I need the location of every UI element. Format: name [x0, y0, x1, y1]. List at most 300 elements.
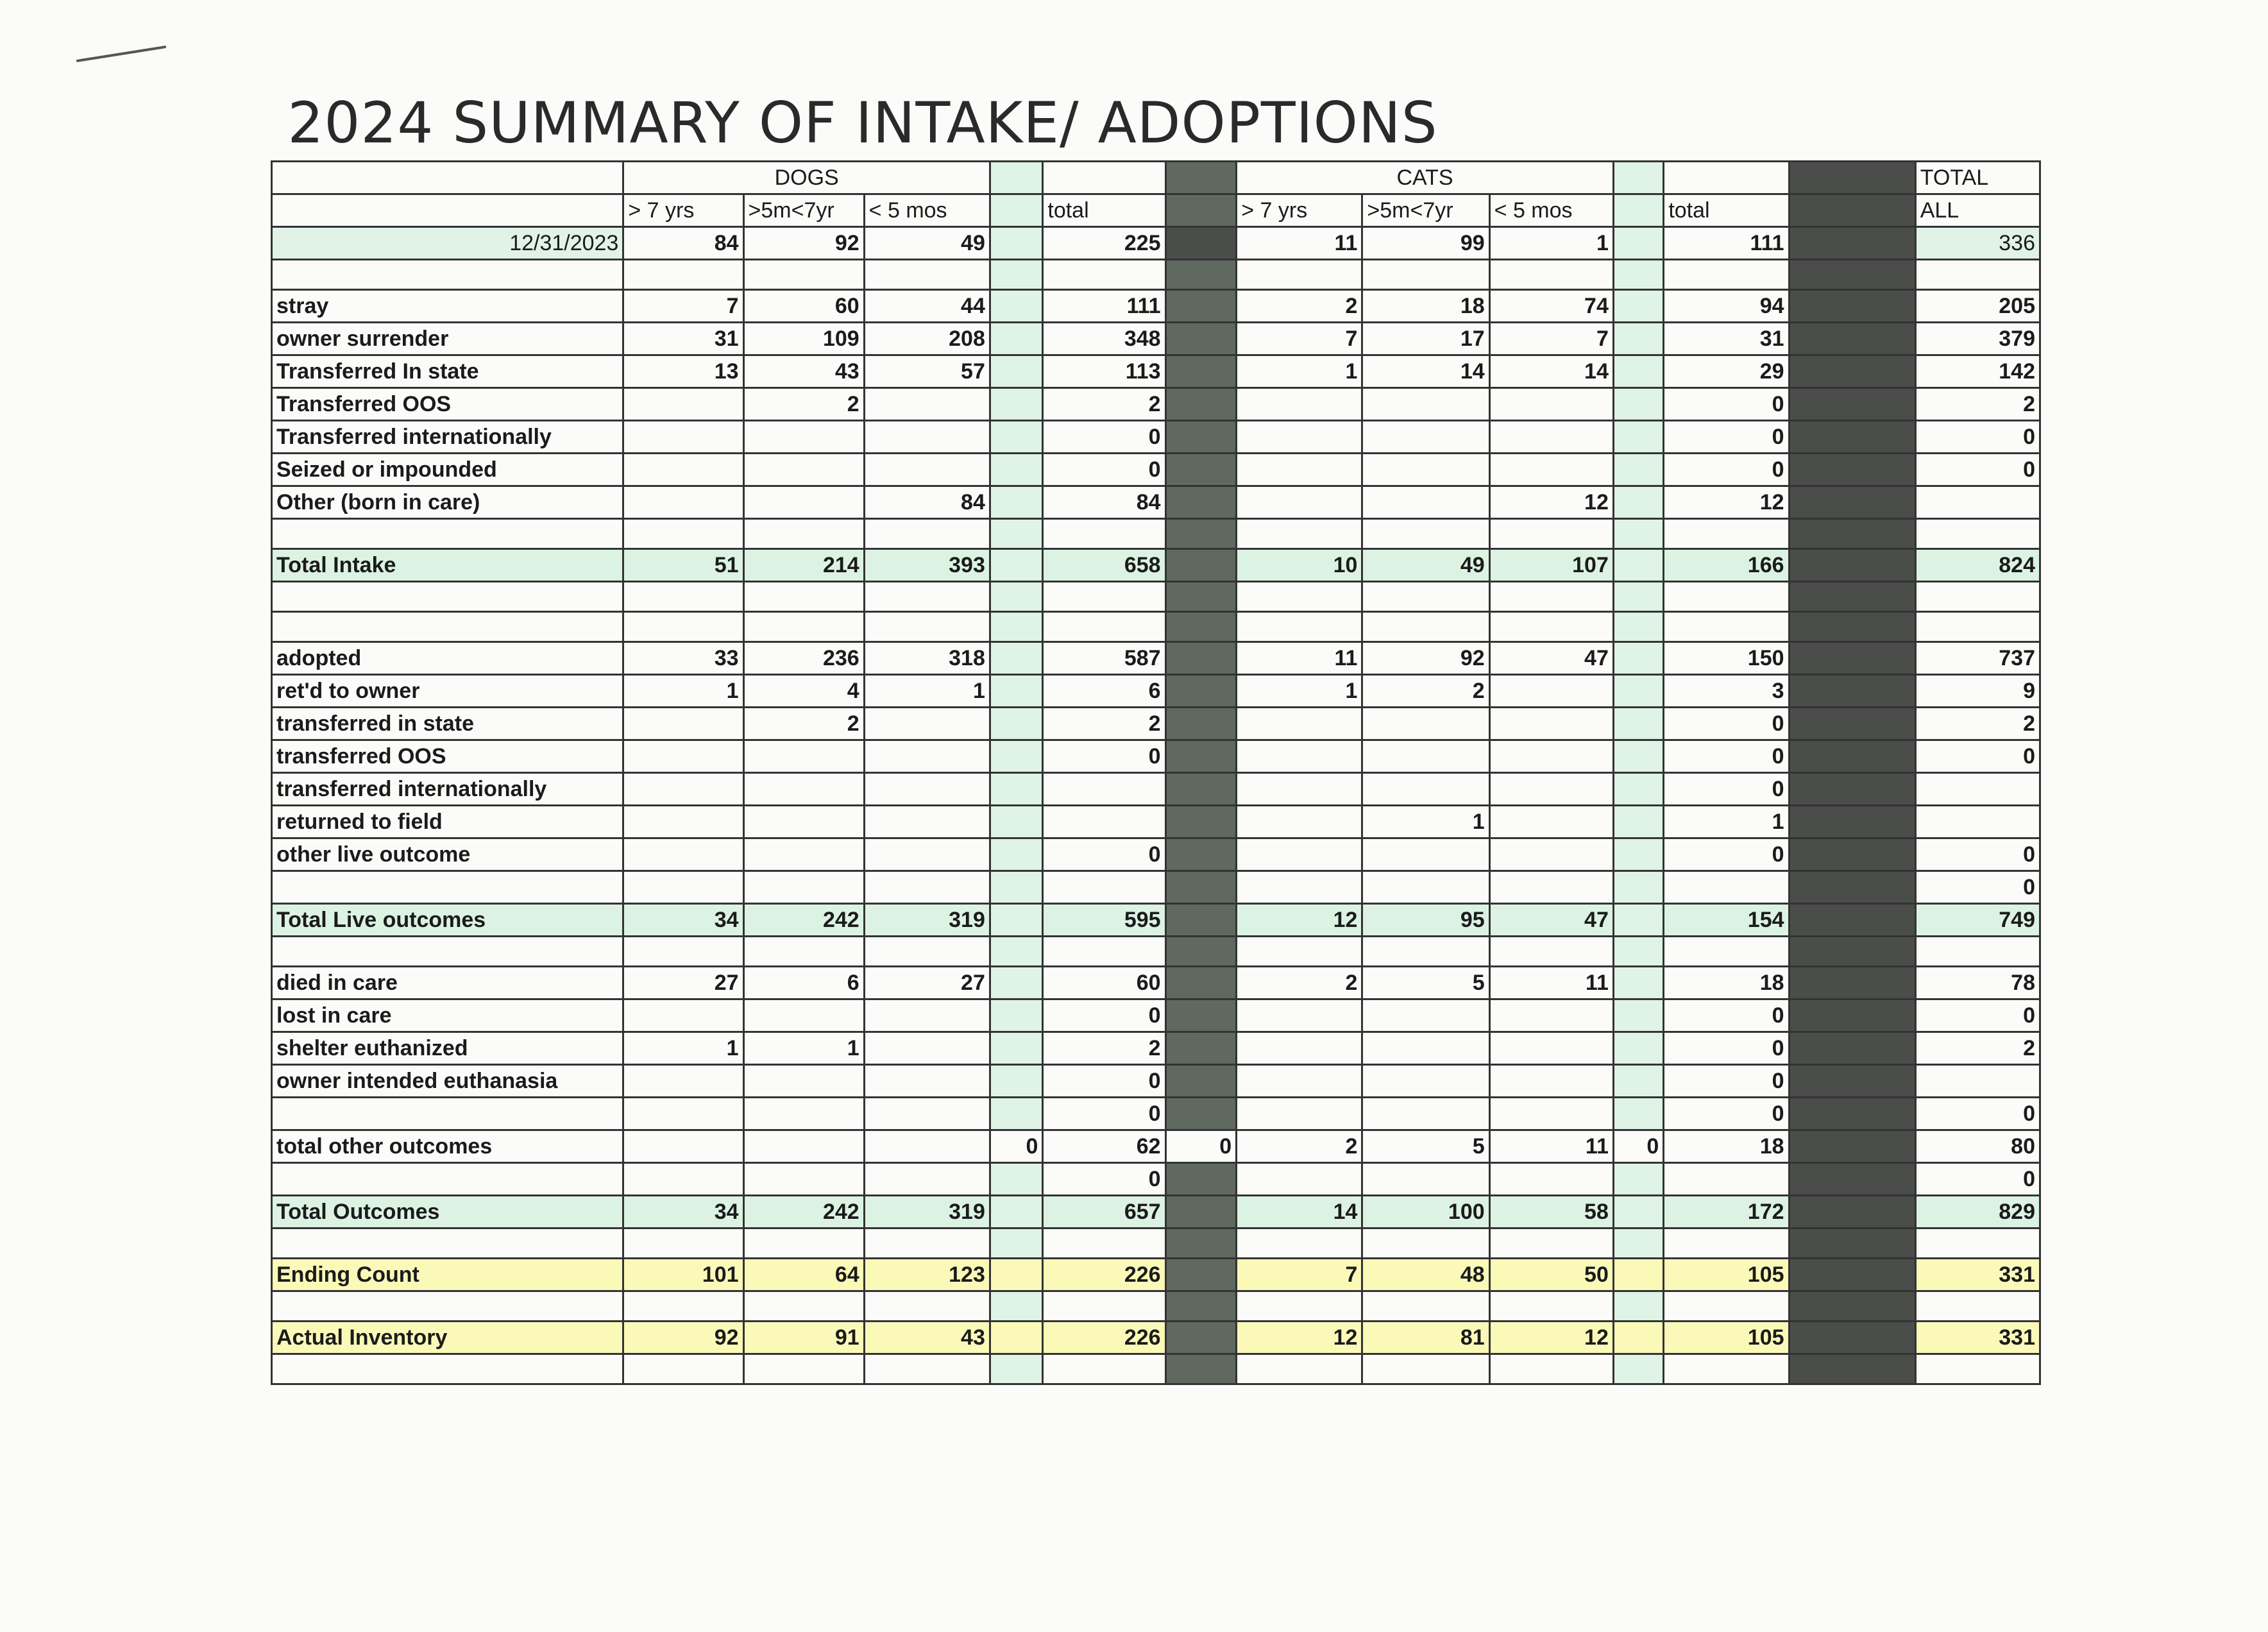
table-row [272, 642, 2040, 675]
spacer [990, 388, 1043, 421]
row-label: Total Outcomes [272, 1196, 623, 1228]
cell [1362, 740, 1489, 773]
cell [1489, 1354, 1613, 1384]
cell [623, 582, 743, 612]
cell: 0 [1043, 740, 1165, 773]
cell: 0 [1043, 1163, 1165, 1196]
spacer [990, 355, 1043, 388]
cell [1489, 1032, 1613, 1065]
cell: 0 [1664, 1098, 1789, 1130]
cell [864, 1032, 990, 1065]
cell [1489, 999, 1613, 1032]
cell [743, 1065, 864, 1098]
cell [1489, 582, 1613, 612]
spacer [990, 582, 1043, 612]
divider-dark [1789, 1228, 1915, 1259]
divider [1165, 1291, 1237, 1322]
cell: 27 [623, 967, 743, 999]
spacer [990, 1196, 1043, 1228]
summary-table [271, 160, 2041, 1385]
divider-dark [1789, 1065, 1915, 1098]
divider [1165, 1065, 1237, 1098]
cell [1664, 937, 1789, 967]
cell: 84 [623, 227, 743, 260]
pen-mark [76, 46, 167, 62]
spacer [1613, 227, 1663, 260]
cell [623, 612, 743, 642]
row-label: transferred OOS [272, 740, 623, 773]
table-row [272, 1291, 2040, 1322]
cell [1915, 612, 2040, 642]
table-row [272, 838, 2040, 871]
page-title: 2024 SUMMARY OF INTAKE/ ADOPTIONS [287, 90, 1438, 156]
cell [1362, 582, 1489, 612]
row-label [272, 1098, 623, 1130]
cell: 1 [1362, 806, 1489, 838]
cell: 2 [1915, 1032, 2040, 1065]
cell: 94 [1664, 290, 1789, 323]
cell: 6 [743, 967, 864, 999]
spacer [1613, 642, 1663, 675]
spacer [1613, 904, 1663, 937]
cell: 0 [1043, 421, 1165, 454]
spacer [1613, 1354, 1663, 1384]
cell: 0 [1043, 1098, 1165, 1130]
spacer [990, 486, 1043, 519]
cell [1237, 519, 1362, 549]
cell: 7 [1237, 323, 1362, 355]
cell [1362, 999, 1489, 1032]
cell [272, 1228, 623, 1259]
cell [864, 806, 990, 838]
divider [1165, 1259, 1237, 1291]
cell [1362, 1228, 1489, 1259]
cell: 1 [864, 675, 990, 708]
cell: 0 [1915, 871, 2040, 904]
divider-dark [1789, 1196, 1915, 1228]
cell [1043, 1354, 1165, 1384]
header-row-columns [272, 194, 2040, 227]
table-row [272, 904, 2040, 937]
cell: 0 [1043, 1065, 1165, 1098]
cell: 2 [1237, 967, 1362, 999]
col-cats-lt5: < 5 mos [1489, 194, 1613, 227]
cell: 43 [864, 1322, 990, 1354]
cell: 1 [623, 675, 743, 708]
cell [864, 1098, 990, 1130]
row-label: Actual Inventory [272, 1322, 623, 1354]
cell: 0 [1664, 740, 1789, 773]
divider-dark [1789, 937, 1915, 967]
cell: 62 [1043, 1130, 1165, 1163]
cell [1915, 260, 2040, 290]
cell [1237, 486, 1362, 519]
cell [864, 1163, 990, 1196]
cell: 31 [1664, 323, 1789, 355]
cell: 379 [1915, 323, 2040, 355]
divider [1165, 1354, 1237, 1384]
cell [623, 1163, 743, 1196]
cell [1237, 582, 1362, 612]
divider [1165, 773, 1237, 806]
cell [743, 806, 864, 838]
spacer [990, 421, 1043, 454]
cell: 2 [743, 388, 864, 421]
cell [623, 871, 743, 904]
cell [1237, 1032, 1362, 1065]
cell: 348 [1043, 323, 1165, 355]
spacer [1613, 806, 1663, 838]
spacer [990, 967, 1043, 999]
cell [1362, 1354, 1489, 1384]
cell [1915, 582, 2040, 612]
cell [1237, 937, 1362, 967]
cell: 0 [1043, 838, 1165, 871]
cell [623, 708, 743, 740]
row-label [272, 871, 623, 904]
divider [1165, 260, 1237, 290]
spacer [1613, 1163, 1663, 1196]
cell: 0 [1043, 454, 1165, 486]
cell: 154 [1664, 904, 1789, 937]
spacer [1613, 1228, 1663, 1259]
cell [623, 740, 743, 773]
cell [1237, 1228, 1362, 1259]
cell: 12 [1237, 1322, 1362, 1354]
cell [1664, 519, 1789, 549]
cell [1362, 519, 1489, 549]
cats-header: CATS [1237, 162, 1614, 194]
cell [1915, 1354, 2040, 1384]
cell [864, 740, 990, 773]
cell [1489, 675, 1613, 708]
spacer [1613, 1322, 1663, 1354]
cell [1043, 582, 1165, 612]
cell: 2 [1237, 1130, 1362, 1163]
cell [272, 1291, 623, 1322]
cell: 657 [1043, 1196, 1165, 1228]
cell [623, 388, 743, 421]
divider [1165, 1163, 1237, 1196]
cell [1362, 1163, 1489, 1196]
cell [1489, 454, 1613, 486]
cell [1489, 937, 1613, 967]
cell [1664, 582, 1789, 612]
cell [864, 388, 990, 421]
divider-dark [1789, 773, 1915, 806]
cell [1362, 1065, 1489, 1098]
cell: 226 [1043, 1322, 1165, 1354]
cell: 27 [864, 967, 990, 999]
spacer [990, 1228, 1043, 1259]
cell [1915, 1228, 2040, 1259]
cell [743, 454, 864, 486]
table-row [272, 421, 2040, 454]
cell [623, 1098, 743, 1130]
cell [743, 1163, 864, 1196]
cell: 109 [743, 323, 864, 355]
table-row [272, 675, 2040, 708]
spacer [990, 260, 1043, 290]
cell: 172 [1664, 1196, 1789, 1228]
cell: 2 [1237, 290, 1362, 323]
cell: 57 [864, 355, 990, 388]
spacer [990, 1259, 1043, 1291]
cell [743, 1130, 864, 1163]
spacer: 0 [990, 1130, 1043, 1163]
cell [864, 519, 990, 549]
header-blank [272, 162, 623, 194]
divider [1165, 519, 1237, 549]
cell [1043, 773, 1165, 806]
cell [1362, 708, 1489, 740]
cell: 2 [1915, 388, 2040, 421]
cell: 824 [1915, 549, 2040, 582]
divider: 0 [1165, 1130, 1237, 1163]
spacer [990, 1291, 1043, 1322]
cell [743, 612, 864, 642]
divider-dark [1789, 227, 1915, 260]
cell: 12 [1489, 1322, 1613, 1354]
cell: 737 [1915, 642, 2040, 675]
cell [1237, 260, 1362, 290]
divider-dark [1789, 290, 1915, 323]
divider-dark [1789, 549, 1915, 582]
cell: 14 [1489, 355, 1613, 388]
divider [1165, 642, 1237, 675]
row-label: Other (born in care) [272, 486, 623, 519]
cell [1237, 740, 1362, 773]
cell: 13 [623, 355, 743, 388]
divider [1165, 355, 1237, 388]
spacer [990, 290, 1043, 323]
spacer: 0 [1613, 1130, 1663, 1163]
cell: 749 [1915, 904, 2040, 937]
cell [864, 838, 990, 871]
cell: 107 [1489, 549, 1613, 582]
divider-dark [1789, 260, 1915, 290]
cell [1664, 1354, 1789, 1384]
spacer [1613, 355, 1663, 388]
cell [864, 454, 990, 486]
table-row [272, 1130, 2040, 1163]
spacer [1613, 582, 1663, 612]
spacer [1613, 1196, 1663, 1228]
divider [1165, 549, 1237, 582]
cell [864, 1291, 990, 1322]
cell [1489, 1163, 1613, 1196]
cell [864, 260, 990, 290]
cell: 92 [743, 227, 864, 260]
cell [623, 260, 743, 290]
cell [1664, 1163, 1789, 1196]
cell: 12 [1489, 486, 1613, 519]
table-row [272, 740, 2040, 773]
cell [1489, 421, 1613, 454]
cell [623, 421, 743, 454]
spacer [990, 1065, 1043, 1098]
table-row [272, 355, 2040, 388]
table-row [272, 519, 2040, 549]
cell: 1 [1237, 355, 1362, 388]
cell [272, 582, 623, 612]
cell [623, 1354, 743, 1384]
table-row [272, 1065, 2040, 1098]
cell: 51 [623, 549, 743, 582]
cell: 9 [1915, 675, 2040, 708]
cell [1915, 937, 2040, 967]
cell [1915, 806, 2040, 838]
row-label: owner surrender [272, 323, 623, 355]
divider [1165, 290, 1237, 323]
col-dogs-mid: >5m<7yr [743, 194, 864, 227]
spacer [990, 612, 1043, 642]
table-row [272, 260, 2040, 290]
cell: 33 [623, 642, 743, 675]
cell: 1 [1489, 227, 1613, 260]
table-body [272, 162, 2040, 1384]
cell: 95 [1362, 904, 1489, 937]
spacer [1613, 486, 1663, 519]
spacer [1613, 740, 1663, 773]
cell [743, 519, 864, 549]
divider-dark [1789, 642, 1915, 675]
spacer [990, 806, 1043, 838]
cell [623, 1228, 743, 1259]
cell [864, 999, 990, 1032]
cell [743, 1098, 864, 1130]
cell [1362, 773, 1489, 806]
spacer [990, 708, 1043, 740]
cell [864, 937, 990, 967]
cell: 113 [1043, 355, 1165, 388]
cell: 3 [1664, 675, 1789, 708]
row-label: stray [272, 290, 623, 323]
cell: 43 [743, 355, 864, 388]
table-row [272, 582, 2040, 612]
cell: 49 [1362, 549, 1489, 582]
cell [1237, 871, 1362, 904]
divider-dark [1789, 582, 1915, 612]
cell [1362, 1098, 1489, 1130]
spacer [1613, 323, 1663, 355]
divider-dark [1789, 806, 1915, 838]
spacer [1613, 675, 1663, 708]
cell [864, 582, 990, 612]
cell [623, 937, 743, 967]
cell: 105 [1664, 1322, 1789, 1354]
divider-dark [1789, 355, 1915, 388]
divider [1165, 740, 1237, 773]
cell: 12 [1664, 486, 1789, 519]
cell [1664, 871, 1789, 904]
row-label: Transferred internationally [272, 421, 623, 454]
divider-dark [1789, 1291, 1915, 1322]
cell: 7 [1489, 323, 1613, 355]
col-cats-total: total [1664, 194, 1789, 227]
cell: 319 [864, 1196, 990, 1228]
cell: 208 [864, 323, 990, 355]
cell: 331 [1915, 1259, 2040, 1291]
cell [1362, 260, 1489, 290]
spacer [1613, 549, 1663, 582]
cell [623, 1291, 743, 1322]
cell: 0 [1915, 1163, 2040, 1196]
cell: 17 [1362, 323, 1489, 355]
cell: 12 [1237, 904, 1362, 937]
cell: 2 [1915, 708, 2040, 740]
divider [1165, 1196, 1237, 1228]
cell [864, 1354, 990, 1384]
cell: 111 [1043, 290, 1165, 323]
spacer [990, 227, 1043, 260]
table-row [272, 967, 2040, 999]
divider-dark [1789, 1322, 1915, 1354]
table-row [272, 549, 2040, 582]
spacer [990, 1163, 1043, 1196]
spacer [990, 871, 1043, 904]
row-label: Seized or impounded [272, 454, 623, 486]
table-row [272, 290, 2040, 323]
divider-dark [1789, 486, 1915, 519]
cell: 0 [1043, 999, 1165, 1032]
cell [1664, 1228, 1789, 1259]
spacer [1613, 838, 1663, 871]
cell [1237, 388, 1362, 421]
cell [1237, 421, 1362, 454]
cell: 29 [1664, 355, 1789, 388]
row-label: Ending Count [272, 1259, 623, 1291]
col-dogs-lt5: < 5 mos [864, 194, 990, 227]
spacer [1613, 388, 1663, 421]
cell [623, 1130, 743, 1163]
divider [1165, 612, 1237, 642]
col-all: ALL [1915, 194, 2040, 227]
cell [1362, 871, 1489, 904]
table-row [272, 1354, 2040, 1384]
divider [1165, 999, 1237, 1032]
cell [743, 937, 864, 967]
spacer [990, 773, 1043, 806]
divider [1165, 1322, 1237, 1354]
spacer [1613, 290, 1663, 323]
divider-dark [1789, 1259, 1915, 1291]
row-label: owner intended euthanasia [272, 1065, 623, 1098]
cell [864, 773, 990, 806]
cell: 1 [1237, 675, 1362, 708]
cell: 829 [1915, 1196, 2040, 1228]
divider-dark [1789, 838, 1915, 871]
cell: 11 [1489, 967, 1613, 999]
cell [864, 708, 990, 740]
dogs-header: DOGS [623, 162, 990, 194]
row-label: ret'd to owner [272, 675, 623, 708]
cell: 1 [623, 1032, 743, 1065]
cell: 18 [1664, 967, 1789, 999]
divider-dark [1789, 871, 1915, 904]
cell: 0 [1915, 454, 2040, 486]
cell [1362, 612, 1489, 642]
row-label: Transferred OOS [272, 388, 623, 421]
cell [1043, 937, 1165, 967]
cell [1043, 260, 1165, 290]
divider-dark [1789, 740, 1915, 773]
cell: 2 [1043, 1032, 1165, 1065]
spacer [990, 162, 1043, 194]
cell [1237, 773, 1362, 806]
cell [1915, 1291, 2040, 1322]
cell [623, 486, 743, 519]
